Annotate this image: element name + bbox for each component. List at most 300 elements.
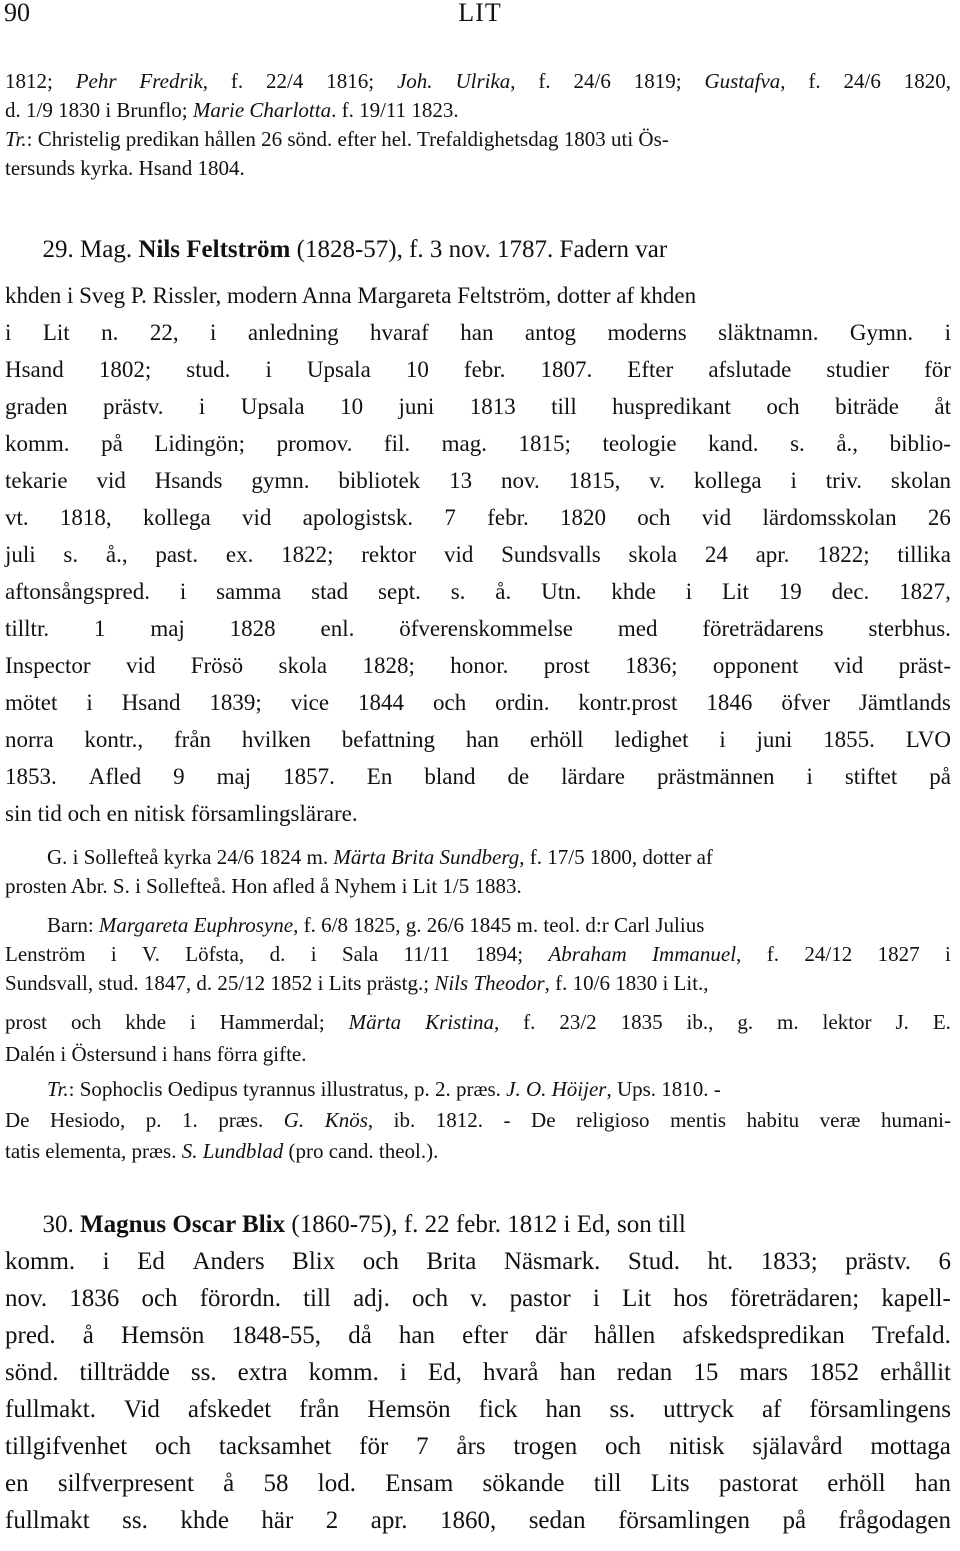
word-part: och	[362, 1248, 399, 1275]
word-part: opponent	[712, 653, 799, 678]
word-part: komm.	[5, 431, 70, 456]
word-part: 10	[405, 357, 429, 382]
word-part: vid	[833, 653, 864, 678]
word	[281, 542, 333, 568]
word	[621, 1010, 663, 1035]
word	[722, 579, 749, 605]
text-segment: G. i Sollefteå kyrka 24/6 1824 m.	[5, 845, 334, 869]
text-line	[5, 1470, 951, 1498]
text-line	[5, 431, 951, 457]
word-part: komm.	[308, 1359, 379, 1386]
word	[378, 579, 421, 605]
word	[277, 431, 353, 457]
word-part: och	[637, 505, 671, 530]
word-part: i	[179, 579, 187, 604]
word-part: mentis	[670, 1108, 727, 1132]
word-part: Immanuel	[652, 942, 737, 966]
word-part: 22,	[149, 320, 179, 345]
word-part: ss.	[609, 1396, 636, 1423]
word	[5, 616, 49, 642]
word-part: p.	[145, 1108, 162, 1132]
word-part: släktnamn.	[718, 320, 819, 345]
word-part: med	[617, 616, 658, 641]
word	[5, 468, 68, 494]
word	[827, 1470, 885, 1498]
word	[220, 1010, 325, 1035]
word-part: dec.	[831, 579, 870, 604]
word-part: religioso	[576, 1108, 650, 1132]
word	[173, 764, 185, 790]
word-part: khde	[125, 1010, 167, 1034]
word-part: 1813	[469, 394, 516, 419]
word	[464, 357, 506, 383]
word-part: juli	[5, 542, 36, 567]
word-part: nov.	[5, 1285, 48, 1312]
word-part: f.	[766, 942, 779, 966]
word	[326, 69, 374, 94]
word-part: i	[806, 764, 813, 789]
word-part: fick	[478, 1396, 518, 1423]
word-part: präst-	[898, 653, 951, 678]
word-part: 24/12	[804, 942, 853, 966]
word-part: mars	[739, 1359, 789, 1386]
text-segment: Barn:	[5, 913, 99, 937]
word-part: maj	[216, 764, 252, 789]
text-segment: Nils Feltström	[138, 236, 291, 263]
word-part: frågodagen	[838, 1507, 951, 1534]
text-line	[5, 801, 951, 827]
word-part: Upsala	[306, 357, 371, 382]
word-part: Afled	[88, 764, 142, 789]
word	[612, 394, 731, 420]
word-part: från	[174, 727, 212, 752]
word-part: s.	[63, 542, 79, 567]
word	[155, 1433, 191, 1461]
text-line	[5, 283, 951, 309]
word-part: prästv.	[845, 1248, 911, 1275]
word-part: han	[559, 1359, 596, 1386]
word-part: företrädaren;	[730, 1285, 860, 1312]
word-part: kand.	[708, 431, 759, 456]
page-number: 90	[4, 0, 30, 27]
word	[284, 1108, 304, 1133]
word-part: 1860,	[439, 1507, 497, 1534]
word-part: ,	[202, 69, 209, 93]
word	[424, 764, 475, 790]
word-part: sönd.	[5, 1359, 59, 1386]
word-part: ss.	[122, 1507, 148, 1534]
word-part: till	[303, 1285, 331, 1312]
word	[404, 942, 450, 967]
word-part: Ed	[137, 1248, 165, 1275]
word	[442, 431, 487, 457]
text-segment: Dalén i Östersund i hans förra gifte.	[5, 1042, 307, 1066]
word	[460, 320, 493, 346]
text-line	[5, 616, 951, 642]
word-part: skolan	[890, 468, 951, 493]
word	[835, 394, 899, 420]
word-part: prost	[5, 1010, 47, 1034]
text-segment: Magnus Oscar Blix	[80, 1211, 286, 1238]
word	[279, 653, 328, 679]
word-part: apr.	[370, 1507, 408, 1534]
word-part: f.	[808, 69, 821, 93]
word	[58, 1470, 194, 1498]
word	[444, 542, 473, 568]
word	[519, 431, 571, 457]
word	[367, 764, 393, 790]
word	[425, 1010, 499, 1035]
word	[348, 1322, 372, 1350]
word	[353, 1285, 390, 1313]
word	[610, 1396, 636, 1424]
text-segment: J. O. Höijer	[506, 1077, 607, 1101]
word	[551, 394, 577, 420]
text-line	[5, 1042, 951, 1067]
word	[747, 1108, 800, 1133]
word	[209, 690, 261, 716]
word	[270, 942, 286, 967]
word	[544, 653, 590, 679]
word	[154, 431, 245, 457]
word-part: promov.	[276, 431, 353, 456]
word-part: 15	[693, 1359, 719, 1386]
word	[694, 468, 762, 494]
word	[5, 320, 11, 346]
word	[5, 942, 85, 967]
word	[622, 1285, 651, 1313]
text-line	[5, 1139, 951, 1164]
word-part: ordin.	[495, 690, 550, 715]
text-line	[5, 1322, 951, 1350]
word-part: Gustafva	[704, 69, 781, 93]
text-line	[5, 542, 951, 568]
word	[238, 1359, 288, 1387]
word-part: i	[399, 1359, 407, 1386]
word-part: tillträdde	[79, 1359, 170, 1386]
word	[137, 1248, 165, 1276]
text-line	[5, 971, 951, 996]
word-part: Stud.	[627, 1248, 681, 1275]
word-part: biträde	[835, 394, 899, 419]
word	[859, 690, 951, 716]
word	[804, 942, 852, 967]
word	[5, 1322, 56, 1350]
word	[782, 1507, 806, 1535]
word-part: Sala	[341, 942, 379, 966]
text-segment: : Christelig predikan hållen 26 sönd. efter hel. Trefaldighetsdag 1803 uti Ös-	[26, 127, 669, 151]
word	[416, 1433, 429, 1461]
word	[530, 727, 584, 753]
word	[210, 320, 216, 346]
word	[880, 1359, 951, 1387]
word-part: ,	[493, 1010, 500, 1034]
word-part: öfverenskommelse	[399, 616, 573, 641]
text-segment: 29. Mag.	[5, 236, 139, 263]
word-part: De	[5, 1108, 30, 1132]
word-part: han	[398, 1322, 436, 1349]
word-part: extra	[237, 1359, 288, 1386]
word	[809, 1359, 859, 1387]
word-part: och	[141, 1285, 178, 1312]
text-segment: Nils Theodor	[434, 971, 545, 995]
word	[185, 942, 244, 967]
word-part: 19	[778, 579, 802, 604]
word-part: s.	[790, 431, 805, 456]
word	[791, 468, 797, 494]
word-part: Kristina	[425, 1010, 494, 1034]
word	[817, 542, 869, 568]
word-part: kollega	[693, 468, 762, 493]
word	[628, 1248, 680, 1276]
word	[5, 1248, 75, 1276]
word	[928, 505, 951, 531]
word-part: sterbhus.	[868, 616, 951, 641]
word-part: af	[761, 1396, 782, 1423]
word	[479, 1396, 518, 1424]
word-part: 1	[93, 616, 106, 641]
word-part: vid	[443, 542, 474, 567]
word-part: 11/11	[403, 942, 450, 966]
word	[5, 1285, 47, 1313]
word	[790, 431, 805, 457]
word	[687, 1010, 714, 1035]
word-part: sökande	[482, 1470, 565, 1497]
word-part: Pehr	[75, 69, 117, 93]
text-line	[5, 1433, 951, 1461]
word-part: redan	[616, 1359, 673, 1386]
word	[219, 1433, 331, 1461]
word-part: 2	[325, 1507, 339, 1534]
word-part: veræ	[819, 1108, 861, 1132]
word	[649, 468, 665, 494]
word-part: bland	[424, 764, 476, 789]
word	[470, 394, 516, 420]
word-part: på	[101, 431, 123, 456]
word-part: Lit	[42, 320, 70, 345]
word-part: vid	[241, 505, 272, 530]
text-line	[5, 1359, 951, 1387]
word-part: i	[790, 468, 797, 493]
text-segment: (pro cand. theol.).	[283, 1139, 439, 1163]
word-part: samma	[216, 579, 282, 604]
word	[400, 1359, 407, 1387]
word	[101, 431, 123, 457]
word	[504, 1108, 511, 1133]
word	[669, 1433, 725, 1461]
word	[719, 1470, 798, 1498]
word	[737, 1010, 753, 1035]
word-part: Trefald.	[871, 1322, 951, 1349]
word-part: erhöll	[529, 727, 584, 752]
word	[891, 468, 951, 494]
word	[510, 1285, 571, 1313]
word	[561, 764, 625, 790]
word	[226, 542, 253, 568]
word	[321, 616, 355, 642]
word-part: och	[70, 1010, 102, 1034]
word	[5, 727, 54, 753]
word	[762, 505, 896, 531]
text-segment: tatis elementa, præs.	[5, 1139, 182, 1163]
text-line	[5, 653, 951, 679]
word	[706, 690, 752, 716]
word-part: uttryck	[663, 1396, 734, 1423]
word	[605, 1433, 641, 1461]
word-part: vt.	[5, 505, 29, 530]
text-line	[5, 505, 951, 531]
word	[576, 1108, 650, 1133]
word-part: för	[359, 1433, 389, 1460]
word	[370, 320, 429, 346]
word-part: Hemsön	[121, 1322, 205, 1349]
text-line	[5, 236, 951, 264]
word-part: och	[432, 690, 467, 715]
word	[143, 505, 211, 531]
word	[5, 357, 64, 383]
word	[531, 1108, 556, 1133]
word	[444, 505, 456, 531]
word	[501, 542, 601, 568]
word	[525, 320, 576, 346]
word-part: komm.	[5, 1248, 76, 1275]
word-part: han	[914, 1470, 951, 1497]
word-part: å	[82, 1322, 94, 1349]
word-part: 9	[173, 764, 185, 789]
word	[504, 1248, 601, 1276]
word-part: vid	[125, 653, 156, 678]
word	[223, 1470, 234, 1498]
word	[718, 320, 818, 346]
word-part: gymn.	[251, 468, 310, 493]
word	[878, 942, 920, 967]
word	[545, 1396, 581, 1424]
word	[155, 542, 198, 568]
word-part: bibliotek	[338, 468, 421, 493]
word-part: honor.	[450, 653, 509, 678]
word	[456, 1433, 485, 1461]
word-part: 1815;	[518, 431, 571, 456]
word-part: f.	[538, 69, 551, 93]
text-line	[5, 1248, 951, 1276]
text-segment: d. 1/9 1830 i Brunflo;	[5, 98, 193, 122]
word-part: d.	[269, 942, 286, 966]
word	[708, 1248, 734, 1276]
word-part: Abraham	[548, 942, 627, 966]
text-segment: Märta Brita Sundberg	[333, 845, 520, 869]
word	[311, 579, 348, 605]
word-part: 1812;	[5, 69, 53, 93]
text-segment: Sundsvall, stud. 1847, d. 25/12 1852 i Lits prästg.;	[5, 971, 435, 995]
word-part: pastorat	[718, 1470, 799, 1497]
word-part: En	[366, 764, 393, 789]
word	[342, 727, 435, 753]
word-part: öfver	[781, 690, 830, 715]
text-segment: S. Lundblad	[181, 1139, 284, 1163]
word	[945, 942, 951, 967]
word-part: 10	[340, 394, 364, 419]
word-part: silfverpresent	[57, 1470, 194, 1497]
word	[569, 468, 621, 494]
word-part: skola	[278, 653, 328, 678]
word	[5, 69, 53, 94]
word	[670, 1108, 726, 1133]
word	[702, 616, 823, 642]
word	[349, 1010, 402, 1035]
word-part: tacksamhet	[218, 1433, 332, 1460]
word-part: 1828	[229, 616, 276, 641]
word-part: 26	[927, 505, 951, 530]
text-line	[5, 913, 951, 938]
text-segment: sin tid och en nitisk församlingslärare.	[5, 801, 358, 826]
text-segment: Tr.	[5, 127, 27, 151]
word	[264, 1470, 289, 1498]
word-part: erhållit	[880, 1359, 951, 1386]
word	[142, 942, 160, 967]
word	[231, 1322, 321, 1350]
word	[200, 1285, 281, 1313]
word	[303, 505, 414, 531]
word-part: mötet	[5, 690, 58, 715]
word	[548, 942, 626, 967]
word	[199, 394, 205, 420]
word	[806, 764, 812, 790]
word-part: tilltr.	[5, 616, 50, 641]
word	[217, 764, 252, 790]
word-part: Utn.	[541, 579, 582, 604]
word	[495, 579, 511, 605]
word-part: han	[460, 320, 494, 345]
text-line	[5, 1396, 951, 1424]
text-line	[5, 942, 951, 967]
word-part: 7	[444, 505, 456, 530]
word-part: nitisk	[668, 1433, 725, 1460]
word-part: erhöll	[827, 1470, 886, 1497]
word	[340, 394, 363, 420]
word-part: aftonsångspred.	[5, 579, 150, 604]
word	[523, 1010, 535, 1035]
word	[657, 764, 775, 790]
word	[766, 394, 799, 420]
word-part: han	[465, 727, 500, 752]
word-part: här	[261, 1507, 294, 1534]
word	[881, 1108, 951, 1133]
word-part: prost	[543, 653, 590, 678]
word	[934, 394, 951, 420]
text-segment: (1860-75), f. 22 febr. 1812 i Ed, son till	[285, 1211, 686, 1238]
word	[385, 1470, 453, 1498]
word-part: Ed,	[427, 1359, 462, 1386]
text-line	[5, 1108, 951, 1133]
word-part: præs.	[218, 1108, 264, 1132]
word-part: å.,	[836, 431, 859, 456]
word-part: 24/6	[573, 69, 611, 93]
word	[693, 1359, 718, 1387]
word	[362, 653, 414, 679]
word	[933, 1010, 951, 1035]
word	[915, 1470, 951, 1498]
word-part: teologie	[602, 431, 677, 456]
word	[182, 1108, 198, 1133]
word	[895, 1010, 908, 1035]
word-part: Blix	[292, 1248, 336, 1275]
text-line	[5, 127, 951, 152]
word	[371, 1507, 408, 1535]
text-line	[5, 468, 951, 494]
word	[5, 542, 36, 568]
word-part: tillika	[897, 542, 951, 567]
word-part: febr.	[487, 505, 529, 530]
